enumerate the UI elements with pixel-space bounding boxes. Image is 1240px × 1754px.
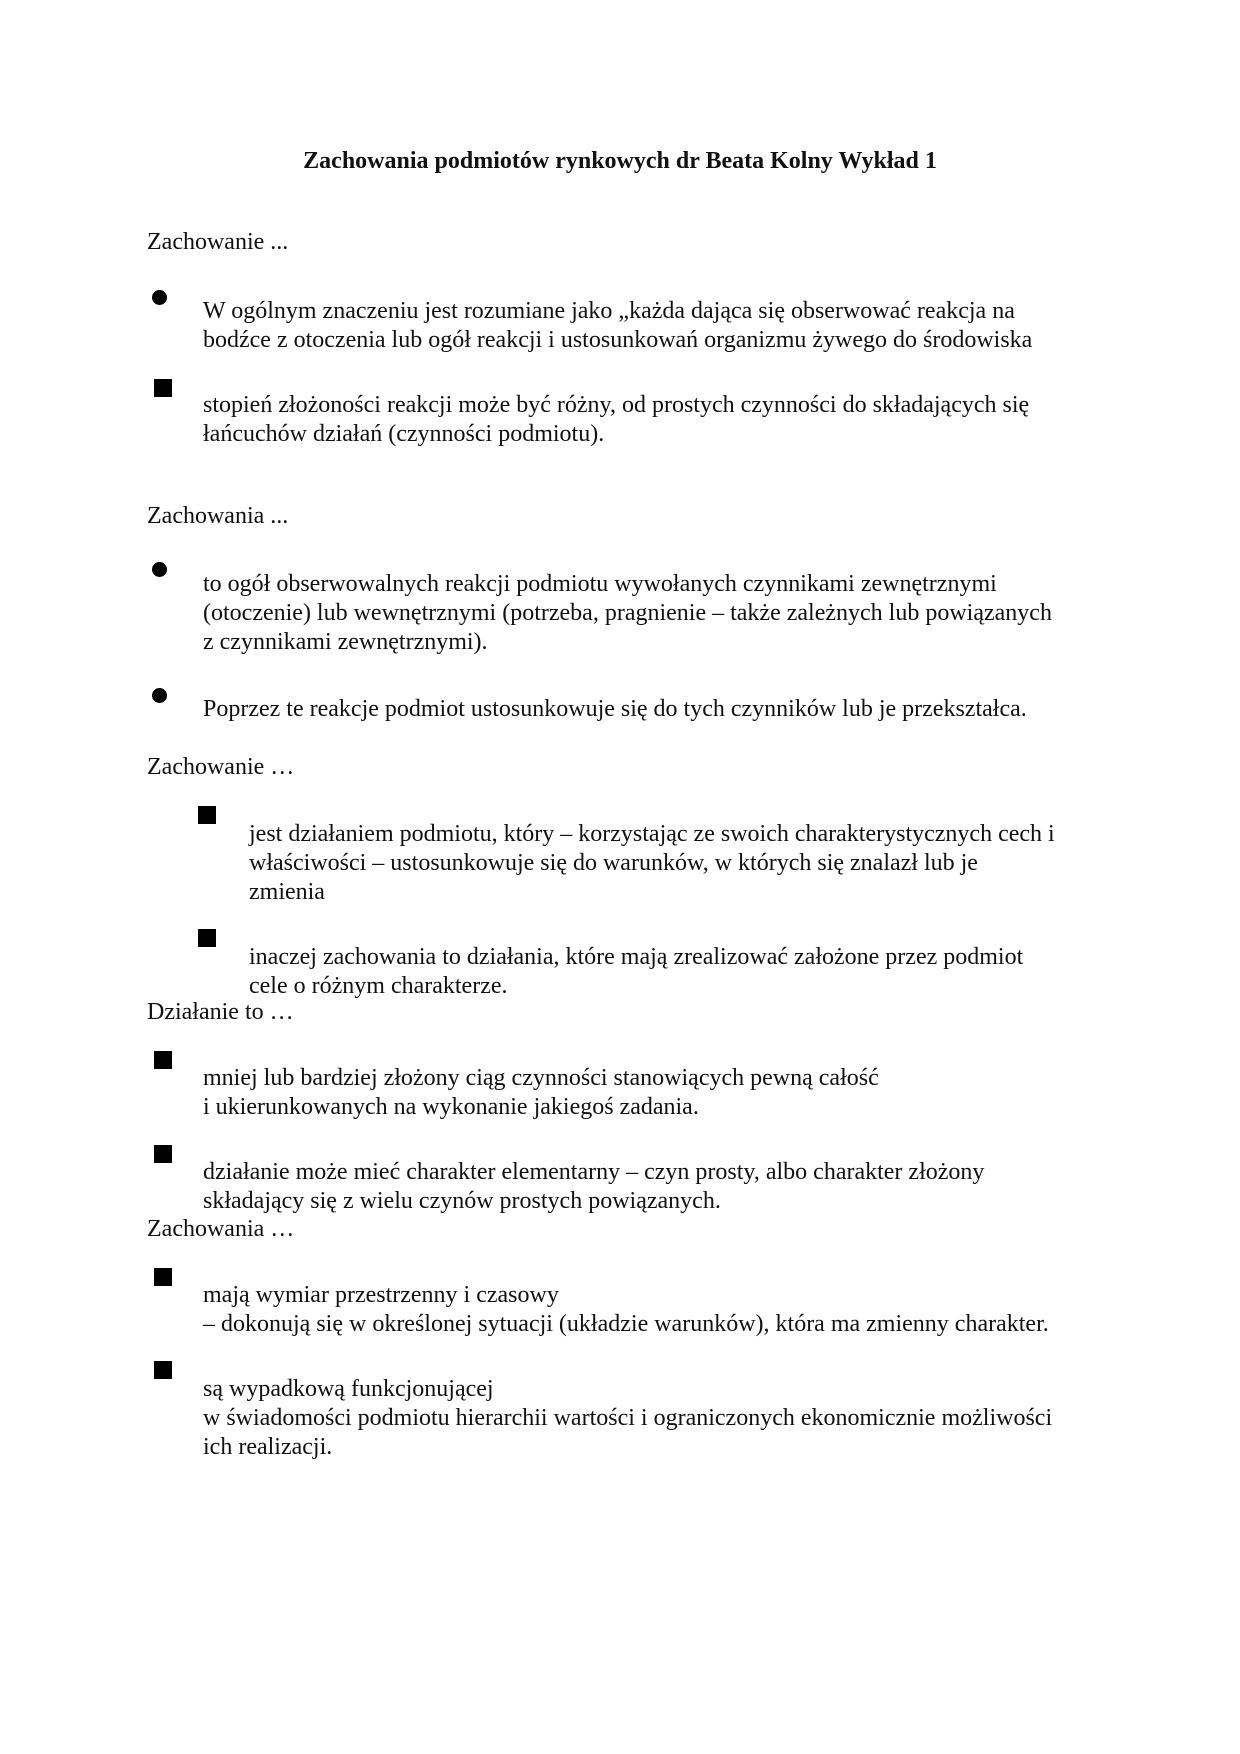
square-bullet-icon	[154, 1268, 172, 1286]
list-item: działanie może mieć charakter elementarny – czyn prosty, albo charakter złożony składający się z wielu czynów prostych powiązanych.	[203, 1159, 985, 1214]
square-bullet-icon	[154, 1051, 172, 1069]
square-bullet-icon	[154, 1145, 172, 1163]
square-bullet-icon	[198, 929, 216, 947]
list-item: są wypadkową funkcjonującej w świadomości podmiotu hierarchii wartości i ograniczonych ekonomicznie możliwości ich realizacji.	[203, 1376, 1053, 1460]
section-heading: Zachowania …	[147, 1216, 295, 1242]
list-item: inaczej zachowania to działania, które mają zrealizować założone przez podmiot cele o różnym charakterze.	[249, 944, 1024, 999]
list-item: Poprzez te reakcje podmiot ustosunkowuje się do tych czynników lub je przekształca.	[203, 696, 1027, 722]
section-heading: Zachowanie ...	[147, 229, 289, 255]
circle-bullet-icon	[152, 562, 167, 577]
circle-bullet-icon	[152, 688, 167, 703]
square-bullet-icon	[154, 379, 172, 397]
list-item: stopień złożoności reakcji może być różny, od prostych czynności do składających się łańcuchów działań (czynności podmiotu).	[203, 392, 1030, 447]
list-item: mniej lub bardziej złożony ciąg czynności stanowiących pewną całość i ukierunkowanych na wykonanie jakiegoś zadania.	[203, 1065, 879, 1120]
square-bullet-icon	[154, 1361, 172, 1379]
document-title: Zachowania podmiotów rynkowych dr Beata Kolny Wykład 1	[303, 148, 937, 174]
section-heading: Działanie to …	[147, 999, 294, 1025]
list-item: to ogół obserwowalnych reakcji podmiotu wywołanych czynnikami zewnętrznymi (otoczenie) lub wewnętrznymi (potrzeba, pragnienie – także zależnych lub powiązanych z czynnikami zewnętrznymi).	[203, 571, 1052, 655]
list-item: jest działaniem podmiotu, który – korzystając ze swoich charakterystycznych cech i właściwości – ustosunkowuje się do warunków, w których się znalazł lub je zmienia	[249, 821, 1055, 905]
section-heading: Zachowania ...	[147, 503, 289, 529]
square-bullet-icon	[198, 806, 216, 824]
list-item: W ogólnym znaczeniu jest rozumiane jako „każda dająca się obserwować reakcja na bodźce z otoczenia lub ogół reakcji i ustosunkowań organizmu żywego do środowiska	[203, 298, 1033, 353]
section-heading: Zachowanie …	[147, 754, 295, 780]
list-item: mają wymiar przestrzenny i czasowy – dokonują się w określonej sytuacji (układzie warunków), która ma zmienny charakter.	[203, 1282, 1049, 1337]
circle-bullet-icon	[152, 290, 167, 305]
